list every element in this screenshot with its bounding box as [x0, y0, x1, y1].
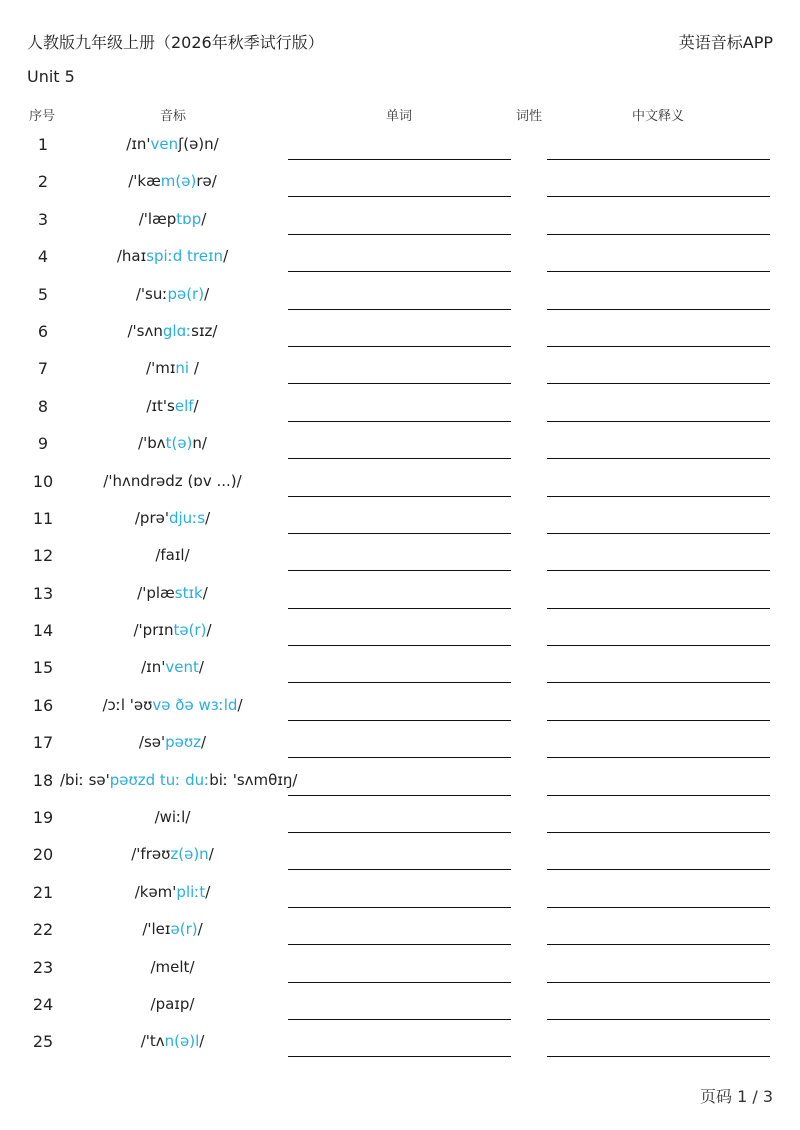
phonetic-transcription [60, 770, 298, 789]
phonetic-highlight: z(ə)n [170, 845, 209, 864]
phonetic-segment: /'mɪ [146, 359, 176, 378]
phonetic-transcription [60, 658, 285, 676]
phonetic-segment: /'tʌ [140, 1032, 165, 1051]
row-number: 17 [32, 733, 54, 753]
phonetic-highlight: spiːd treɪn [146, 247, 224, 266]
phonetic-highlight: tɒp [176, 209, 202, 228]
phonetic-segment: /'plæ [137, 583, 175, 602]
phonetic-segment: /ɪt's [146, 396, 175, 415]
phonetic-transcription [60, 285, 285, 303]
row-number: 24 [32, 994, 54, 1014]
unit-label: Unit 5 [27, 67, 75, 86]
meaning-answer-line[interactable] [547, 159, 770, 160]
meaning-answer-line[interactable] [547, 309, 770, 310]
meaning-answer-line[interactable] [547, 645, 770, 646]
phonetic-segment: sɪz/ [191, 321, 218, 340]
vocabulary-table [0, 126, 800, 1061]
phonetic-transcription [60, 920, 285, 938]
phonetic-segment: /melt/ [150, 957, 195, 976]
phonetic-segment: /'læp [138, 209, 177, 228]
phonetic-transcription [60, 472, 285, 490]
word-answer-line[interactable] [288, 309, 511, 310]
phonetic-segment: /'hʌndrədz (ɒv ...)/ [103, 471, 242, 490]
phonetic-segment: / [197, 920, 203, 939]
phonetic-transcription [60, 509, 285, 527]
phonetic-highlight: stɪk [174, 583, 203, 602]
row-number: 7 [37, 359, 49, 379]
meaning-answer-line[interactable] [547, 1019, 770, 1020]
meaning-answer-line[interactable] [547, 346, 770, 347]
phonetic-highlight: djuːs [168, 508, 206, 527]
phonetic-transcription [60, 696, 285, 714]
row-number: 23 [32, 957, 54, 977]
meaning-answer-line[interactable] [547, 944, 770, 945]
word-answer-line[interactable] [288, 869, 511, 870]
row-number: 15 [32, 658, 54, 678]
row-number: 16 [32, 695, 54, 715]
phonetic-segment: /ɪn' [126, 135, 151, 153]
word-answer-line[interactable] [288, 234, 511, 235]
phonetic-segment: /haɪ [116, 247, 147, 266]
meaning-answer-line[interactable] [547, 720, 770, 721]
row-number: 1 [37, 135, 49, 154]
meaning-answer-line[interactable] [547, 383, 770, 384]
phonetic-highlight: ven [150, 135, 179, 153]
row-number: 9 [37, 434, 49, 454]
row-number: 12 [32, 546, 54, 566]
word-answer-line[interactable] [288, 383, 511, 384]
meaning-answer-line[interactable] [547, 458, 770, 459]
word-answer-line[interactable] [288, 159, 511, 160]
table-row [0, 799, 800, 836]
phonetic-segment: n/ [192, 434, 207, 453]
phonetic-highlight: ni [175, 359, 190, 378]
meaning-answer-line[interactable] [547, 570, 770, 571]
phonetic-transcription [60, 1032, 285, 1050]
phonetic-segment: /prə' [134, 508, 169, 527]
table-row [0, 874, 800, 911]
phonetic-segment: /faɪl/ [155, 546, 190, 565]
table-row [0, 1023, 800, 1060]
table-row [0, 537, 800, 574]
phonetic-highlight: tə(r) [173, 621, 207, 640]
phonetic-segment: / [206, 621, 212, 640]
word-answer-line[interactable] [288, 982, 511, 983]
phonetic-segment: / [237, 695, 243, 714]
column-header-meaning: 中文释义 [632, 109, 685, 124]
phonetic-segment: rə/ [196, 172, 217, 191]
phonetic-transcription [60, 359, 285, 377]
column-header-phonetic: 音标 [160, 109, 187, 124]
phonetic-segment: / [205, 882, 211, 901]
meaning-answer-line[interactable] [547, 1056, 770, 1057]
phonetic-segment: /'suː [135, 284, 168, 303]
meaning-answer-line[interactable] [547, 271, 770, 272]
row-number: 25 [32, 1032, 54, 1052]
meaning-answer-line[interactable] [547, 608, 770, 609]
row-number: 8 [37, 396, 49, 416]
phonetic-transcription [60, 322, 285, 340]
phonetic-transcription [60, 883, 285, 901]
word-answer-line[interactable] [288, 682, 511, 683]
meaning-answer-line[interactable] [547, 869, 770, 870]
phonetic-segment: /'sʌn [127, 321, 163, 340]
row-number: 21 [32, 882, 54, 902]
table-row [0, 762, 800, 799]
table-row [0, 238, 800, 275]
word-answer-line[interactable] [288, 608, 511, 609]
phonetic-segment: biː 'sʌmθɪŋ/ [209, 770, 298, 789]
phonetic-transcription [60, 397, 285, 415]
phonetic-segment: /kəm' [134, 882, 177, 901]
phonetic-segment: / [201, 209, 207, 228]
phonetic-segment: /'leɪ [142, 920, 171, 939]
meaning-answer-line[interactable] [547, 907, 770, 908]
page-title: 人教版九年级上册（2026年秋季试行版） [27, 33, 324, 52]
phonetic-highlight: t(ə) [165, 434, 193, 453]
table-row [0, 276, 800, 313]
meaning-answer-line[interactable] [547, 682, 770, 683]
phonetic-segment: /ɔːl 'əʊ [102, 695, 153, 714]
phonetic-segment: / [202, 583, 208, 602]
meaning-answer-line[interactable] [547, 496, 770, 497]
row-number: 13 [32, 583, 54, 603]
word-answer-line[interactable] [288, 795, 511, 796]
phonetic-segment: / [199, 1032, 205, 1051]
phonetic-highlight: ə(r) [170, 920, 198, 939]
word-answer-line[interactable] [288, 944, 511, 945]
phonetic-highlight: pəʊz [165, 733, 202, 752]
meaning-answer-line[interactable] [547, 234, 770, 235]
phonetic-segment: / [198, 658, 204, 677]
phonetic-segment: /sə' [138, 733, 166, 752]
phonetic-transcription [60, 135, 285, 153]
table-row [0, 350, 800, 387]
table-row [0, 575, 800, 612]
phonetic-transcription [60, 808, 285, 826]
phonetic-transcription [60, 958, 285, 976]
table-row [0, 986, 800, 1023]
meaning-answer-line[interactable] [547, 982, 770, 983]
table-row [0, 126, 800, 163]
column-header-word: 单词 [386, 109, 413, 124]
phonetic-segment: ʃ(ə)n/ [178, 135, 219, 153]
phonetic-segment: /ɪn' [141, 658, 166, 677]
phonetic-highlight: pəʊzd tuː duː [109, 770, 210, 789]
word-answer-line[interactable] [288, 570, 511, 571]
phonetic-transcription [60, 172, 285, 190]
phonetic-transcription [60, 247, 285, 265]
phonetic-transcription [60, 434, 285, 452]
phonetic-segment: / [204, 284, 210, 303]
row-number: 18 [32, 770, 54, 790]
phonetic-segment: / [193, 396, 199, 415]
phonetic-segment: /paɪp/ [150, 994, 195, 1013]
table-row [0, 313, 800, 350]
meaning-answer-line[interactable] [547, 533, 770, 534]
phonetic-highlight: və ðə wɜːld [152, 695, 238, 714]
column-header-index: 序号 [29, 109, 56, 124]
row-number: 19 [32, 808, 54, 828]
phonetic-highlight: m(ə) [160, 172, 197, 191]
phonetic-transcription [60, 546, 285, 564]
word-answer-line[interactable] [288, 533, 511, 534]
row-number: 11 [32, 508, 54, 528]
word-answer-line[interactable] [288, 832, 511, 833]
phonetic-transcription [60, 621, 285, 639]
word-answer-line[interactable] [288, 757, 511, 758]
row-number: 6 [37, 321, 49, 341]
row-number: 4 [37, 247, 49, 267]
table-row [0, 949, 800, 986]
word-answer-line[interactable] [288, 720, 511, 721]
phonetic-segment: /'prɪn [133, 621, 174, 640]
word-answer-line[interactable] [288, 907, 511, 908]
table-row [0, 163, 800, 200]
phonetic-segment: / [201, 733, 207, 752]
row-number: 5 [37, 284, 49, 304]
table-row [0, 649, 800, 686]
meaning-answer-line[interactable] [547, 795, 770, 796]
page-number: 页码 1 / 3 [699, 1087, 773, 1106]
word-answer-line[interactable] [288, 1056, 511, 1057]
phonetic-highlight: vent [165, 658, 199, 677]
table-row [0, 425, 800, 462]
phonetic-transcription [60, 584, 285, 602]
phonetic-transcription [60, 210, 285, 228]
word-answer-line[interactable] [288, 346, 511, 347]
meaning-answer-line[interactable] [547, 757, 770, 758]
phonetic-segment: /wiːl/ [154, 808, 191, 827]
row-number: 14 [32, 621, 54, 641]
phonetic-segment: /'kæ [128, 172, 161, 191]
phonetic-transcription [60, 733, 285, 751]
phonetic-segment: / [189, 359, 199, 378]
table-row [0, 388, 800, 425]
phonetic-segment: /biː sə' [60, 770, 110, 789]
phonetic-highlight: pə(r) [167, 284, 205, 303]
phonetic-segment: / [205, 508, 211, 527]
table-row [0, 463, 800, 500]
row-number: 3 [37, 209, 49, 229]
phonetic-transcription [60, 845, 285, 863]
word-answer-line[interactable] [288, 645, 511, 646]
table-row [0, 911, 800, 948]
word-answer-line[interactable] [288, 196, 511, 197]
phonetic-segment: / [208, 845, 214, 864]
column-header-pos: 词性 [516, 109, 543, 124]
table-row [0, 500, 800, 537]
meaning-answer-line[interactable] [547, 421, 770, 422]
phonetic-highlight: n(ə)l [164, 1032, 200, 1051]
word-answer-line[interactable] [288, 271, 511, 272]
phonetic-highlight: elf [174, 396, 194, 415]
meaning-answer-line[interactable] [547, 196, 770, 197]
word-answer-line[interactable] [288, 1019, 511, 1020]
row-number: 20 [32, 845, 54, 865]
phonetic-segment: /'frəʊ [131, 845, 171, 864]
table-row [0, 201, 800, 238]
phonetic-highlight: pliːt [176, 882, 206, 901]
table-row [0, 724, 800, 761]
word-answer-line[interactable] [288, 496, 511, 497]
table-row [0, 612, 800, 649]
row-number: 2 [37, 172, 49, 192]
word-answer-line[interactable] [288, 458, 511, 459]
row-number: 10 [32, 471, 54, 491]
phonetic-segment: / [223, 247, 229, 266]
phonetic-segment: /'bʌ [138, 434, 166, 453]
table-row [0, 836, 800, 873]
phonetic-highlight: glɑː [162, 321, 192, 340]
table-row [0, 687, 800, 724]
phonetic-transcription [60, 995, 285, 1013]
brand-label: 英语音标APP [678, 33, 773, 52]
row-number: 22 [32, 920, 54, 940]
meaning-answer-line[interactable] [547, 832, 770, 833]
word-answer-line[interactable] [288, 421, 511, 422]
